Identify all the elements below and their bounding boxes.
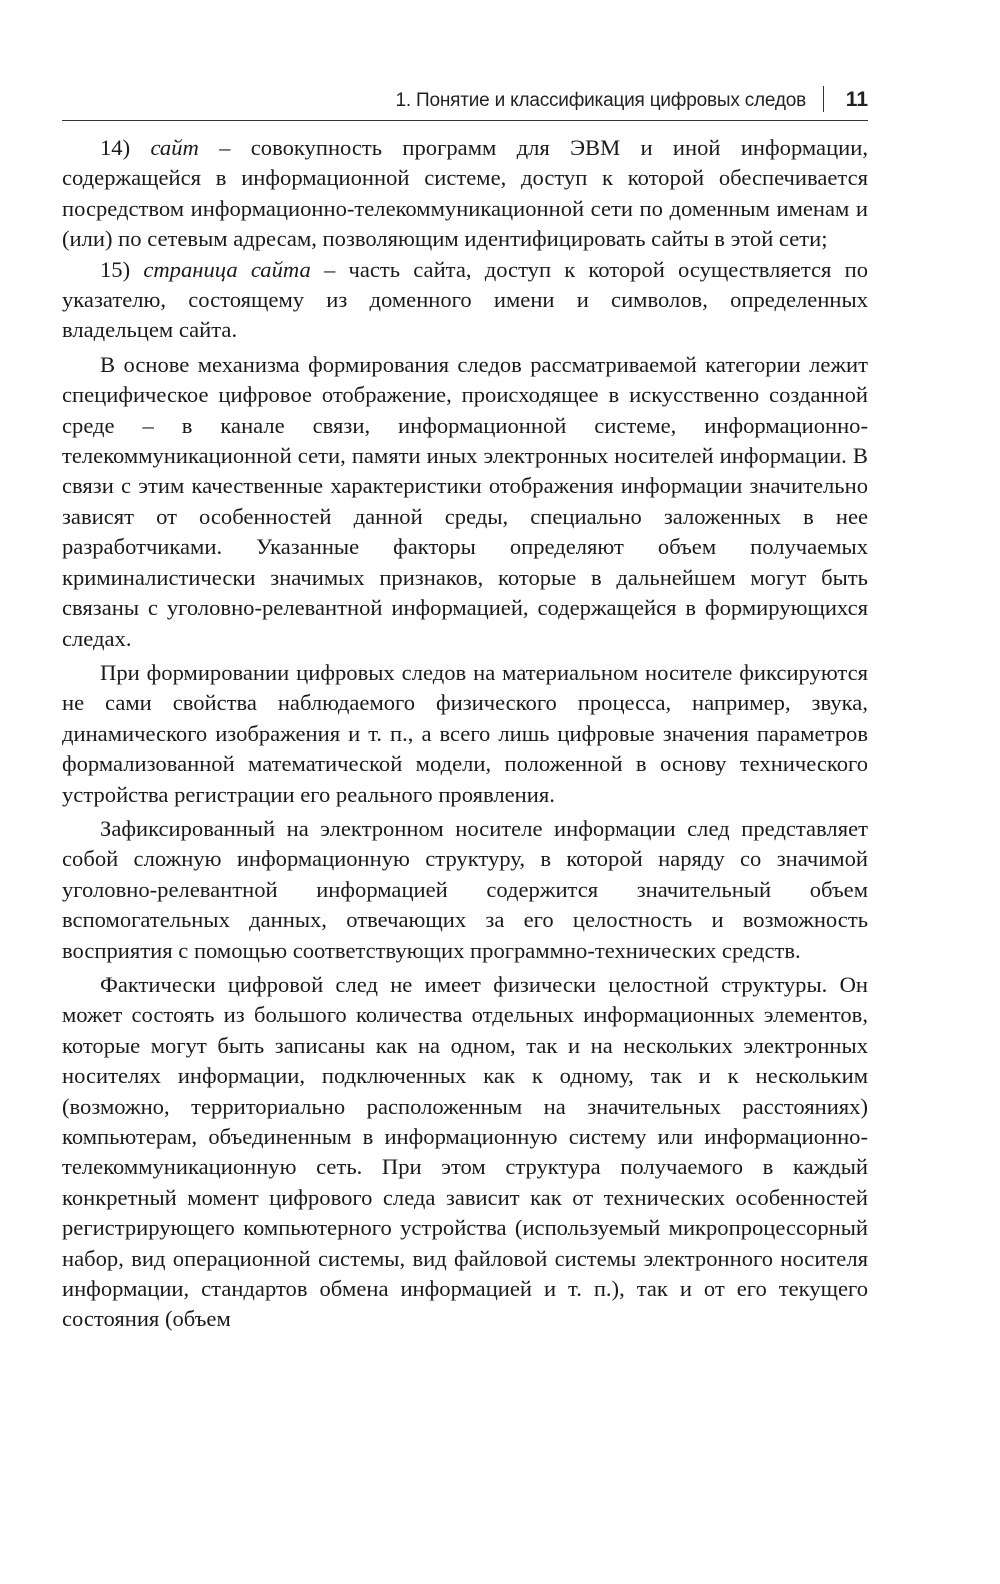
book-page	[62, 80, 868, 1335]
defined-term: страница сайта	[143, 256, 311, 282]
chapter-title: 1. Понятие и классификация цифровых следов	[395, 90, 806, 111]
term-number: 14)	[100, 135, 151, 160]
definition-14	[62, 133, 868, 255]
definition-text: – совокупность программ для ЭВМ и иной информации, содержащейся в информационной системе, доступ к которой обеспечивается посредством информационно-телекоммуникационной сети по доменным именам и (или) по сетевым адресам, позволяющим идентифицировать сайты в этой сети;	[62, 135, 868, 252]
page-number: 11	[845, 88, 868, 111]
paragraph: Фактически цифровой след не имеет физически целостной структуры. Он может состоять из большого количества отдельных информационных элементов, которые могут быть записаны как на одном, так и на нескольких электронных носителях информации, подключенных как к одному, так и к нескольким (возможно, территориально расположенным на значительных расстояниях) компьютерам, объединенным в информационную систему или информационно-телекоммуникационную сеть. При этом структура получаемого в каждый конкретный момент цифрового следа зависит как от технических особенностей регистрирующего компьютерного устройства (используемый микропроцессорный набор, вид операционной системы, вид файловой системы электронного носителя информации, стандартов обмена информацией и т. п.), так и от его текущего состояния (объем	[62, 971, 868, 1332]
definition-15	[62, 255, 868, 346]
term-number: 15)	[100, 256, 144, 282]
paragraph: В основе механизма формирования следов рассматриваемой категории лежит специфическое цифровое отображение, происходящее в искусственно созданной среде – в канале связи, информационной системе, информационно-телекоммуникационной сети, памяти иных электронных носителей информации. В связи с этим качественные характеристики отображения информации значительно зависят от особенностей данной среды, специально заложенных в нее разработчиками. Указанные факторы определяют объем получаемых криминалистически значимых признаков, которые в дальнейшем могут быть связаны с уголовно-релевантной информацией, содержащейся в формирующихся следах.	[62, 351, 868, 651]
running-header	[62, 80, 868, 121]
definition-text: – часть сайта, доступ к которой осуществляется по указателю, состоящему из доменного имени и символов, определенных владельцем сайта.	[62, 256, 868, 343]
header-separator	[823, 86, 825, 112]
paragraph: При формировании цифровых следов на материальном носителе фиксируются не сами свойства наблюдаемого физического процесса, например, звука, динамического изображения и т. п., а всего лишь цифровые значения параметров формализованной математической модели, положенной в основу технического устройства регистрации его реального проявления.	[62, 659, 868, 807]
defined-term: сайт	[150, 135, 199, 160]
body-text	[62, 133, 868, 1335]
paragraph: Зафиксированный на электронном носителе информации след представляет собой сложную информационную структуру, в которой наряду со значимой уголовно-релевантной информацией содержится значительный объем вспомогательных данных, отвечающих за его целостность и возможность восприятия с помощью соответствующих программно-технических средств.	[62, 815, 868, 963]
